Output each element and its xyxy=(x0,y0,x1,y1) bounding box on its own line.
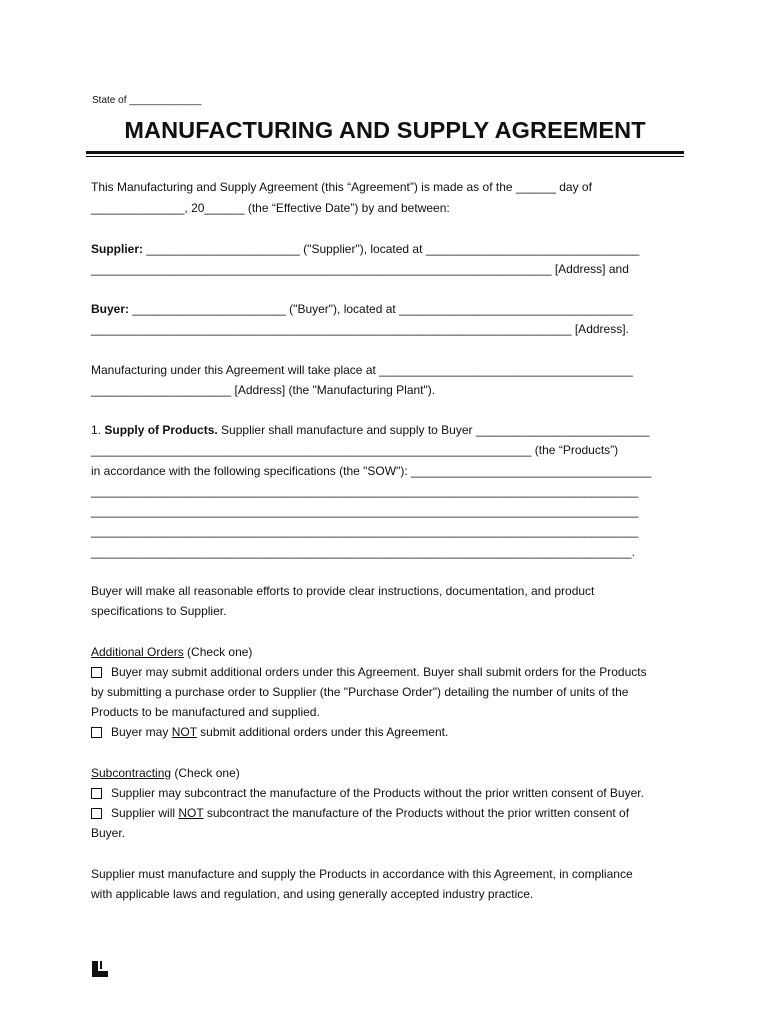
supplier-label: Supplier: xyxy=(91,242,144,256)
section1-number: 1. xyxy=(91,423,102,437)
section1-line-3: in accordance with the following specifications (the "SOW"): ____________________________________ xyxy=(91,464,652,478)
compliance-line-2: with applicable laws and regulation, and using generally accepted industry practice. xyxy=(91,887,534,901)
supplier-line-2: _____________________________________________________________________ [Address] and xyxy=(91,262,629,276)
sow-blank-1: __________________________________________________________________________________ xyxy=(91,484,639,498)
subcontracting-option-1-text: Supplier may subcontract the manufacture of the Products without the prior written consent of Buyer. xyxy=(111,786,644,800)
subcontracting-option-2-line-2: Buyer. xyxy=(91,826,126,840)
plant-line-1: Manufacturing under this Agreement will take place at ______________________________________ xyxy=(91,363,633,377)
supplier-line-1-text: _______________________ ("Supplier"), located at ________________________________ xyxy=(143,242,640,256)
compliance-line-1: Supplier must manufacture and supply the Products in accordance with this Agreement, in compliance xyxy=(91,867,633,881)
efforts-line-2: specifications to Supplier. xyxy=(91,604,227,618)
additional-orders-may-checkbox[interactable] xyxy=(91,667,102,678)
state-line: State of _____________ xyxy=(92,95,202,106)
subcontracting-option-1 xyxy=(91,786,644,800)
buyer-line-2: ________________________________________________________________________ [Address]. xyxy=(91,322,629,336)
buyer-line-1-text: _______________________ ("Buyer"), located at ___________________________________ xyxy=(129,302,633,316)
title-rule-thin xyxy=(86,156,684,157)
subcontracting-hint: (Check one) xyxy=(171,766,240,780)
additional-orders-option-2-emphasis: NOT xyxy=(171,725,197,739)
additional-orders-may-not-checkbox[interactable] xyxy=(91,727,102,738)
additional-orders-option-2-post: submit additional orders under this Agreement. xyxy=(196,725,449,739)
additional-orders-option-1-text: Buyer may submit additional orders under this Agreement. Buyer shall submit orders for the Products xyxy=(111,665,647,679)
additional-orders-option-1-line-2: by submitting a purchase order to Supplier (the "Purchase Order") detailing the number of units of the xyxy=(91,685,629,699)
additional-orders-hint: (Check one) xyxy=(183,645,253,659)
intro-line-2: ______________, 20______ (the “Effective Date”) by and between: xyxy=(91,201,450,215)
section1-heading: Supply of Products. xyxy=(104,423,218,437)
buyer-label: Buyer: xyxy=(91,302,130,316)
sow-blank-3: __________________________________________________________________________________ xyxy=(91,524,639,538)
intro-line-1: This Manufacturing and Supply Agreement (this “Agreement”) is made as of the ______ day of xyxy=(91,180,592,194)
supplier-line-1 xyxy=(91,242,639,256)
subcontracting-may-checkbox[interactable] xyxy=(91,788,102,799)
subcontracting-option-2-pre: Supplier will xyxy=(111,806,179,820)
plant-line-2: _____________________ [Address] (the "Manufacturing Plant"). xyxy=(91,383,436,397)
document-title: MANUFACTURING AND SUPPLY AGREEMENT xyxy=(124,117,646,143)
subcontracting-option-2 xyxy=(91,806,629,820)
subcontracting-option-2-emphasis: NOT xyxy=(178,806,204,820)
sow-blank-2: __________________________________________________________________________________ xyxy=(91,504,639,518)
title-rule-thick xyxy=(86,151,684,154)
additional-orders-heading xyxy=(91,645,252,659)
additional-orders-option-2 xyxy=(91,725,448,739)
buyer-line-1 xyxy=(91,302,633,316)
efforts-line-1: Buyer will make all reasonable efforts to provide clear instructions, documentation, and product xyxy=(91,584,595,598)
subcontracting-option-2-post: subcontract the manufacture of the Products without the prior written consent of xyxy=(203,806,630,820)
brand-logo-icon xyxy=(91,960,109,978)
section1-line-1 xyxy=(91,423,649,437)
additional-orders-option-2-pre: Buyer may xyxy=(111,725,172,739)
additional-orders-title: Additional Orders xyxy=(91,645,184,659)
section1-line-2: __________________________________________________________________ (the “Products”) xyxy=(91,443,619,457)
sow-blank-4: _________________________________________________________________________________. xyxy=(91,545,635,559)
subcontracting-title: Subcontracting xyxy=(91,766,172,780)
additional-orders-option-1 xyxy=(91,665,647,679)
additional-orders-option-1-line-3: Products to be manufactured and supplied. xyxy=(91,705,320,719)
subcontracting-will-not-checkbox[interactable] xyxy=(91,808,102,819)
section1-line-1-text: Supplier shall manufacture and supply to Buyer __________________________ xyxy=(217,423,650,437)
subcontracting-heading xyxy=(91,766,240,780)
